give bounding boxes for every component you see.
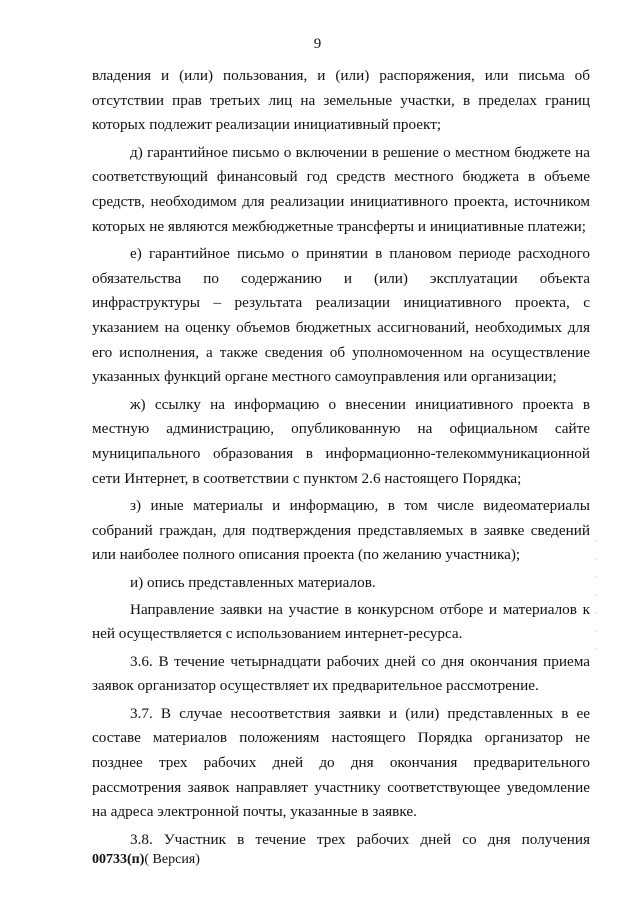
document-code: 00733(п) bbox=[92, 852, 145, 867]
scan-artifact bbox=[596, 540, 597, 660]
paragraph-item-i: и) опись представленных материалов. bbox=[130, 573, 376, 591]
paragraph-ownership-documents: владения и (или) пользования, и (или) распоряжения, или письма об отсутствии прав третьих лиц на земельные участки, в пределах границ которых подлежит реализации инициативный проект; bbox=[92, 67, 590, 134]
paragraph-item-zh: ж) ссылку на информацию о внесении инициативного проекта в местную администрацию, опубликованную на официальном сайте муниципального образования в информационно-телекоммуникационной сети Интернет, в соответствии с пунктом 2.6 настоящего Порядка; bbox=[92, 395, 590, 487]
document-footer bbox=[92, 852, 200, 868]
paragraph-submission-method: Направление заявки на участие в конкурсном отборе и материалов к ней осуществляется с использованием интернет-ресурса. bbox=[92, 600, 590, 643]
paragraph-3-8: 3.8. Участник в течение трех рабочих дней со дня получения bbox=[130, 830, 590, 848]
paragraph-3-6: 3.6. В течение четырнадцати рабочих дней со дня окончания приема заявок организатор осуществляет их предварительное рассмотрение. bbox=[92, 652, 590, 695]
paragraph-item-e: е) гарантийное письмо о принятии в плановом периоде расходного обязательства по содержанию и (или) эксплуатации объекта инфраструктуры – результата реализации инициативного проекта, с указанием на оценку объемов бюджетных ассигнований, необходимых для его исполнения, а также сведения об уполномоченном на осуществление указанных функций органе местного самоуправления или организации; bbox=[92, 244, 590, 386]
paragraph-item-d: д) гарантийное письмо о включении в решение о местном бюджете на соответствующий финансовый год средств местного бюджета в объеме средств, необходимом для реализации инициативного проекта, источником которых не являются межбюджетные трансферты и инициативные платежи; bbox=[92, 143, 590, 235]
document-version: ( Версия) bbox=[144, 852, 200, 867]
document-body bbox=[92, 64, 590, 852]
paragraph-3-7: 3.7. В случае несоответствия заявки и (или) представленных в ее составе материалов положениям настоящего Порядка организатор не позднее трех рабочих дней до дня окончания предварительного рассмотрения заявок направляет участнику соответствующее уведомление на адреса электронной почты, указанные в заявке. bbox=[92, 704, 590, 821]
paragraph-item-z: з) иные материалы и информацию, в том числе видеоматериалы собраний граждан, для подтверждения представляемых в заявке сведений или наиболее полного описания проекта (по желанию участника); bbox=[92, 496, 590, 564]
page-number: 9 bbox=[313, 36, 322, 52]
